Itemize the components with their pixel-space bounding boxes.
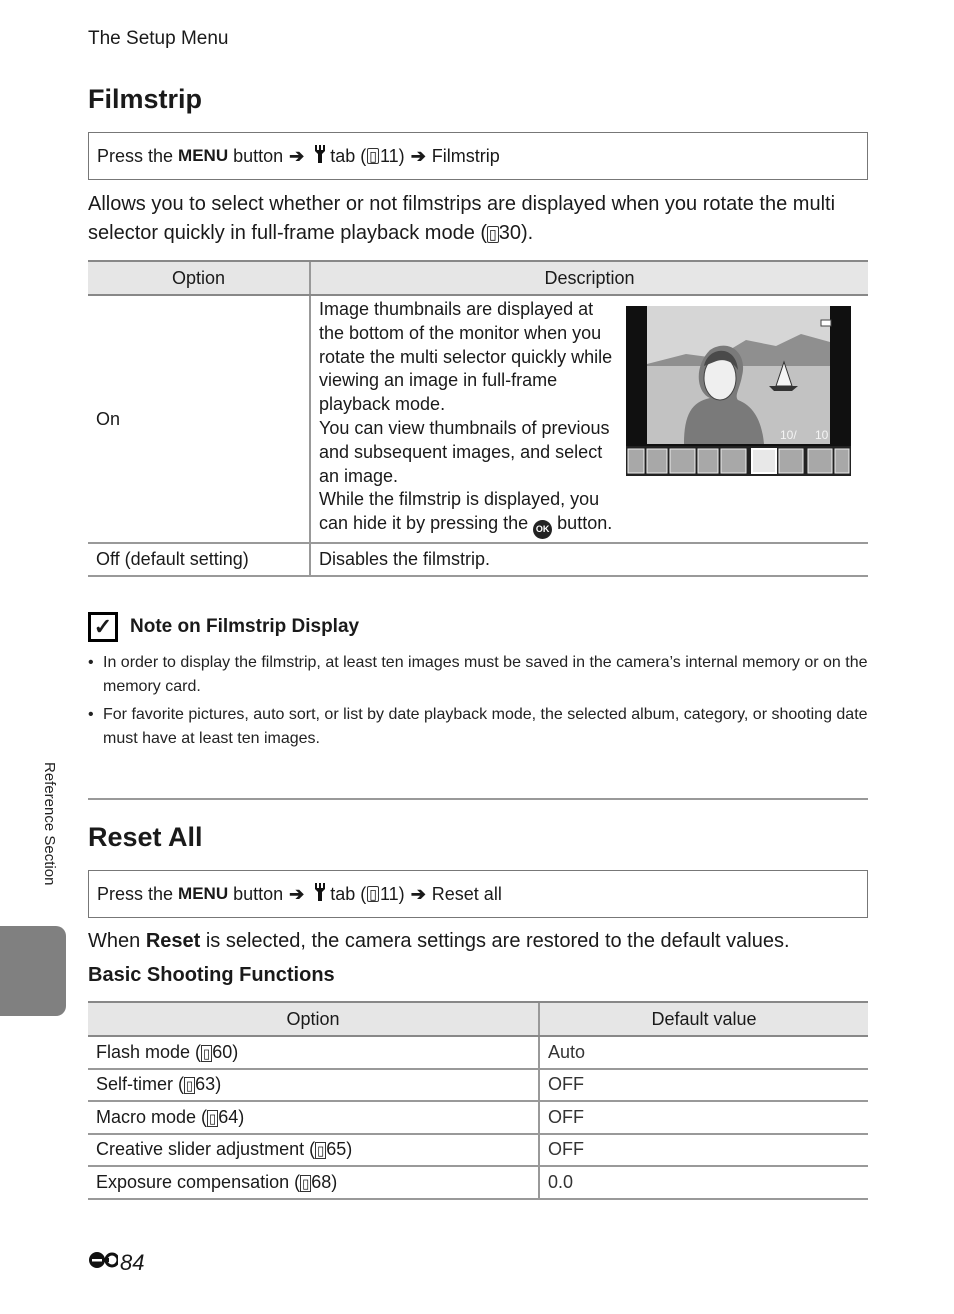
filmstrip-title: Filmstrip xyxy=(88,84,203,114)
value-cell: 0.0 xyxy=(539,1166,868,1199)
option-cell: On xyxy=(88,295,310,543)
book-icon: ▯ xyxy=(489,226,497,242)
image-total: 10 xyxy=(815,428,829,442)
arrow-right-icon: ➔ xyxy=(410,145,426,166)
checkmark-icon: ✓ xyxy=(88,612,118,642)
arrow-right-icon: ➔ xyxy=(289,145,305,166)
value-cell: OFF xyxy=(539,1101,868,1134)
description-cell: Disables the filmstrip. xyxy=(310,543,868,576)
filmstrip-intro: Allows you to select whether or not filmstrips are displayed when you rotate the multi selector quickly in full-frame playback mode ( ▯ 30). xyxy=(88,193,836,244)
note-heading: ✓ Note on Filmstrip Display xyxy=(88,612,359,642)
value-cell: Auto xyxy=(539,1036,868,1069)
basic-shooting-subhead: Basic Shooting Functions xyxy=(88,964,335,986)
filmstrip-nav-path: Press the MENU button ➔ tab ( ▯ 11) ➔ Filmstrip xyxy=(88,132,868,180)
table-row xyxy=(88,1036,868,1069)
side-section-label: Reference Section xyxy=(41,762,58,886)
monitor-illustration xyxy=(626,306,851,476)
col-header-option: Option xyxy=(88,1002,539,1036)
wrench-icon xyxy=(315,145,325,168)
option-cell: Off (default setting) xyxy=(88,543,310,576)
book-icon: ▯ xyxy=(317,1143,325,1159)
section-divider xyxy=(88,798,868,800)
monitor-screen-image xyxy=(626,306,851,476)
option-cell: Creative slider adjustment ( ▯ 65) xyxy=(88,1134,539,1167)
running-header: The Setup Menu xyxy=(88,28,229,49)
table-row xyxy=(88,1166,868,1199)
book-icon: ▯ xyxy=(369,148,377,164)
arrow-right-icon: ➔ xyxy=(410,883,426,904)
note-bullets xyxy=(88,651,878,755)
ok-button-icon: OK xyxy=(533,520,552,539)
wrench-icon xyxy=(315,883,325,906)
reset-intro: When Reset is selected, the camera settings are restored to the default values. xyxy=(88,930,790,952)
table-row xyxy=(88,1101,868,1134)
book-icon: ▯ xyxy=(302,1175,310,1191)
option-cell: Exposure compensation ( ▯ 68) xyxy=(88,1166,539,1199)
list-item: • For favorite pictures, auto sort, or list by date playback mode, the selected album, category, or shooting date must have at least ten images. xyxy=(88,703,878,751)
image-counter: 10/ xyxy=(780,428,797,442)
option-cell: Flash mode ( ▯ 60) xyxy=(88,1036,539,1069)
table-row xyxy=(88,543,868,576)
value-cell: OFF xyxy=(539,1069,868,1102)
menu-button-icon: MENU xyxy=(178,884,229,903)
side-thumb-tab xyxy=(0,926,66,1016)
description-cell: Image thumbnails are displayed at the bottom of the monitor when you rotate the multi selector quickly while viewing an image in full-frame playback mode. You can view thumbnails of previous and subsequent images, and select an image. While the filmstrip is displayed, you can hide it by pressing the OK button. xyxy=(310,295,868,543)
col-header-option: Option xyxy=(88,261,310,295)
book-icon: ▯ xyxy=(203,1045,211,1061)
table-row xyxy=(88,1134,868,1167)
reset-all-title: Reset All xyxy=(88,822,203,852)
option-cell: Macro mode ( ▯ 64) xyxy=(88,1101,539,1134)
value-cell: OFF xyxy=(539,1134,868,1167)
book-icon: ▯ xyxy=(209,1110,217,1126)
reference-section-icon xyxy=(88,1250,118,1276)
arrow-right-icon: ➔ xyxy=(289,883,305,904)
book-icon: ▯ xyxy=(186,1078,194,1094)
option-cell: Self-timer ( ▯ 63) xyxy=(88,1069,539,1102)
col-header-description: Description xyxy=(310,261,868,295)
list-item: • In order to display the filmstrip, at least ten images must be saved in the camera’s internal memory or on the memory card. xyxy=(88,651,878,699)
reset-defaults-table xyxy=(88,1001,868,1200)
page-number: 84 xyxy=(88,1250,144,1276)
table-row xyxy=(88,1069,868,1102)
menu-button-icon: MENU xyxy=(178,146,229,165)
col-header-default-value: Default value xyxy=(539,1002,868,1036)
reset-nav-path: Press the MENU button ➔ tab ( ▯ 11) ➔ Reset all xyxy=(88,870,868,918)
book-icon: ▯ xyxy=(369,886,377,902)
